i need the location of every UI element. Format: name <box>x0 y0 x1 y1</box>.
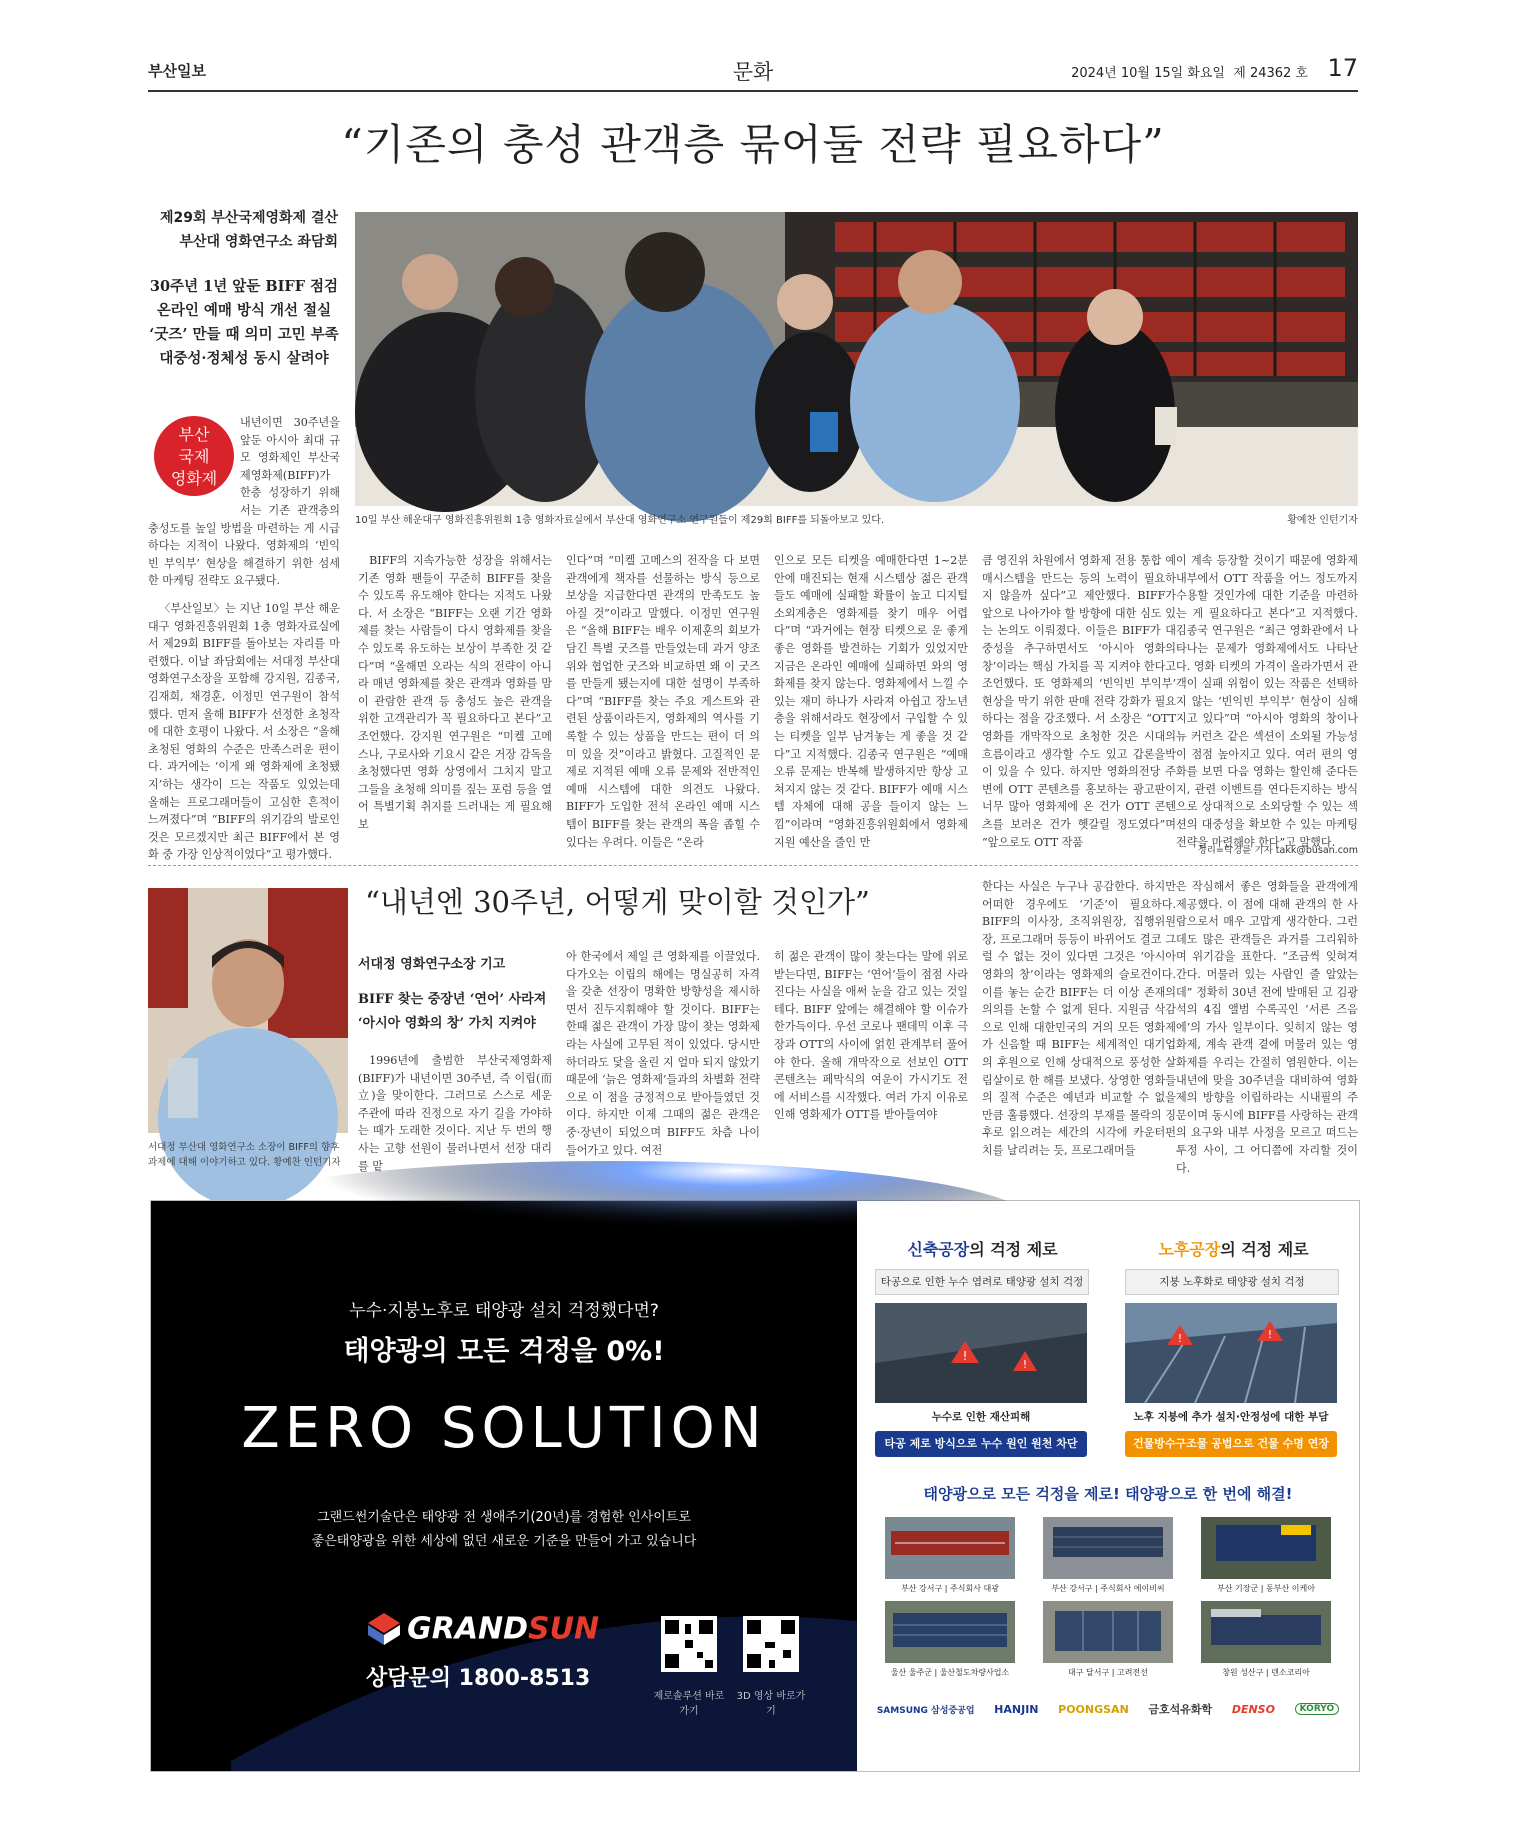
paragraph: 인으로 모든 티켓을 예매한다면 1~2분 안에 매진되는 현재 시스템상 젊은 관객들도 예매에 실패할 확률이 높고 디지털 소외계층은 영화제를 찾기 매우 어렵다”며 “과거에는 현장 티켓으로 운 좋게 좋은 영화를 발견하는 기회가 있었지만 지금은 온라인 예매에 실패하면 와의 영화제를 찾지 않는다. 영화제에서 느낄 수 있는 재미 하나가 사라져 아쉽고 장노년층을 위해서라도 현장에서 구입할 수 있는 티켓을 일부 남겨놓는 게 좋을 것 같다”고 지적했다. 김종국 연구원은 “예매 오류 문제는 반복해 발생하지만 항상 고쳐지지 않는 것 같다. BIFF가 예매 시스템 자체에 대해 공을 들이지 않는 느낌”이라며 “영화진흥위원회에서 영화제 지원 예산을 줄인 만 <box>774 554 968 849</box>
site-caption: 부산 강서구 | 주식회사 대광 <box>901 1584 999 1593</box>
svg-text:!: ! <box>962 1349 968 1363</box>
article1-photo <box>355 212 1358 506</box>
paragraph: 이 계속 등장할 것이기 때문에 영화제 내부에서 OTT 작품을 어느 정도까지 수용할 것인가에 대한 기준을 마련하는 게 필요하다고 본다”고 지적했다. 김종국 연구원은 “최근 영화관에서 나타나는 문제가 영화제에서도 나타난다. 영화 티켓의 가격이 올라가면서 관객이 실패 위험이 있는 작품은 선택하지 않는 ‘빈익빈 부익부’ 현상이 심해지고 있다”며 “아시아 영화의 창이나 뉴 커런츠 같은 섹션이 소외될 가능성이 점점 높아지고 있다. 여러 편의 영화를 보면 다음 영화는 할인해 준다든지, 관련 이벤트를 연다든지하는 방식으로 상대적으로 소외당할 수 있는 섹션의 대중성을 확보한 수 있는 마케팅 전략을 마련해야 한다”고 말했다. <box>1176 554 1358 849</box>
ad-line-2: 태양광의 모든 걱정을 0%! <box>343 1336 665 1367</box>
site-photo-1 <box>885 1517 1015 1579</box>
paragraph: 은 작심해서 좋은 영화들을 관객에게 제공했다. 이 점에 대해 관객의 한 사람으로서 매우 고맙게 생각한다. 그런데도 많은 관객들은 과거를 그리워하며 위기감을 표한다. “조금씩 잊혀져 간다. 머물러 있는 사람인 줄 알았는데” 정확히 30년 전에 발매된 고 김광석의 4집 앨범 수록곡인 ‘서른 즈음에’의 가사 일부이다. 잊히지 않는 영화제, 계속 관객 곁에 머물러 있는 영화제를 우리는 간절히 염원한다. 이는 내년에 맞을 30주년을 대비하여 영화제의 방향을 이립하라는 시내필의 주문이며 동시에 BIFF를 사랑하는 관객의 요구와 내부 사정을 모르고 떠드는 투정 사이, 그 어디쯤에 자리할 것이다. <box>1176 880 1358 1175</box>
ad-zero-solution: ZERO SOLUTION <box>241 1396 767 1461</box>
site-photo-4 <box>885 1601 1015 1663</box>
paragraph: 인다”며 “미켈 고메스의 전작을 다 보면 관객에게 책자를 선물하는 방식 등으로 보상을 지급한다면 관객의 만족도도 높아질 것”이라고 말했다. 이정민 연구원은 “올해 BIFF는 배우 이제훈의 회보가 담긴 특별 굿즈를 만들었는데 과거 양조위와 협업한 굿즈와 비교하면 왜 이 굿즈를 만들게 됐는지에 대한 설명이 부족하다”며 “BIFF를 찾는 주요 게스트와 관련된 상품이라든지, 영화제의 역사를 기록할 수 있는 상품을 만드는 편이 더 의미 있을 것”이라고 밝혔다. 고질적인 문제로 지적된 예매 오류 문제와 전반적인 예매 시스템에 대한 의견도 나왔다. BIFF가 도입한 전석 온라인 예매 시스템이 BIFF를 찾는 관객의 폭을 좁힐 수 있다는 우려다. 이들은 “온라 <box>566 554 760 849</box>
kicker-line: 대중성·정체성 동시 살려야 <box>159 350 329 367</box>
left-solution-pill: 타공 제로 방식으로 누수 원인 원천 차단 <box>875 1431 1087 1457</box>
qr-code-icon[interactable] <box>743 1616 799 1672</box>
subhead-line-2: 부산대 영화연구소 좌담회 <box>179 234 338 250</box>
qr-code-icon[interactable] <box>661 1616 717 1672</box>
paragraph: 〈부산일보〉는 지난 10일 부산 해운대구 영화진흥위원회 1층 영화자료실에서 제29회 BIFF를 돌아보는 자리를 마련했다. 이날 좌담회에는 서대정 부산대 영화연구소장을 포함해 강지원, 김종국, 김재희, 채경훈, 이정민 연구원이 참석했다. 먼저 올해 BIFF가 선정한 초청작에 대한 호평이 나왔다. 서 소장은 “올해 초청된 영화의 수준은 만족스러운 편이다. 과거에는 ‘이게 왜 영화제에 초청됐지’하는 생각이 드는 작품도 있었는데 올해는 프로그래머들이 고심한 흔적이 느껴졌다”며 “BIFF의 위기감의 발로인 것은 모르겠지만 최근 BIFF에서 본 영화 중 가장 인상적이었다”고 평가했다. <box>148 602 340 862</box>
article1-photo-caption: 10일 부산 해운대구 영화진흥위원회 1층 영화자료실에서 부산대 영화연구소 연구원들이 제29회 BIFF를 되돌아보고 있다. <box>355 515 885 526</box>
issue-number: 제 24362 호 <box>1233 66 1308 81</box>
article1-headline: “기존의 충성 관객층 묶어둘 전략 필요하다” <box>341 120 1165 169</box>
ad-line-1: 누수·지붕노후로 태양광 설치 걱정했다면? <box>349 1301 659 1321</box>
article1-subhead <box>148 206 338 254</box>
right-title-rest: 의 걱정 제로 <box>1220 1240 1309 1259</box>
paragraph: 아 한국에서 제일 큰 영화제를 이끌었다. 다가오는 이립의 해에는 명실공히 자격을 갖춘 선장이 명확한 방향성을 제시하면서 진두지휘해야 할 것이다. BIFF는 한때 젊은 관객이 가장 많이 찾는 영화제라는 사실에 고무된 적이 있었다. 당시만 하더라도 닻을 올린 지 얼마 되지 않았기 때문에 ‘늙은 영화제’들과의 차별화 전략으로 이 점을 긍정적으로 받아들였던 것이다. 하지만 이제 그때의 젊은 관객은 중·장년이 되었으며 BIFF도 차츰 나이 들어가고 있다. 여전 <box>566 950 760 1157</box>
qr-pattern <box>661 1616 717 1672</box>
article1-column-5 <box>982 552 1176 857</box>
lead-paragraph: 내년이면 30주년을 앞둔 아시아 최대 규모 영화제인 부산국제영화제(BIFF)가 한층 성장하기 위해서는 기존 관객층의 충성도를 높일 방법을 마련하는 게 시급하다는 지적이 나왔다. 영화제의 ‘빈익빈 부익부’ 현상을 해결하기 위한 섬세한 마케팅 전략도 요구됐다. <box>148 416 340 588</box>
svg-text:!: ! <box>1267 1328 1273 1341</box>
site-photo-5 <box>1043 1601 1173 1663</box>
paragraph: 큼 영진위 차원에서 영화제 전용 통합 예매시스템을 만드는 등의 노력이 필요하지 않을까 싶다”고 제안했다. BIFF가 앞으로 나아가야 할 방향에 대한 심도 있는 논의도 이뤄졌다. 이들은 BIFF가 대중성을 추구하면서도 ‘아시아 영화의 창’이라는 핵심 가치를 꼭 지켜야 한다고 조언했다. 또 영화제의 ‘빈익빈 부익부’ 현상을 막기 위한 판매 전략 강화가 필요하다는 점을 강조했다. 서 소장은 “OTT 영화를 개막작으로 초청한 것은 시대의 흐름이라고 생각할 수도 있고 갑론을박이 있을 수 있다. 하지만 영화의전당 주변에 OTT 콘텐츠를 홍보하는 광고판이 너무 많아 영화제에 온 건가 OTT 콘텐츠를 보러온 건가 헷갈릴 정도였다”며 “앞으로도 OTT 작품 <box>982 554 1176 849</box>
ad-description <box>151 1506 857 1554</box>
left-title-accent: 신축공장 <box>907 1240 970 1259</box>
article1-column-6 <box>1176 552 1358 849</box>
article1-column-3 <box>566 552 760 857</box>
site-photo-6 <box>1201 1601 1331 1663</box>
partner-logo: SAMSUNG 삼성중공업 <box>876 1705 975 1716</box>
svg-text:!: ! <box>1022 1358 1028 1371</box>
svg-text:!: ! <box>1177 1332 1183 1345</box>
partner-logo: POONGSAN <box>1058 1702 1129 1716</box>
kicker-line: 30주년 1년 앞둔 BIFF 점검 <box>149 278 339 295</box>
paragraph: BIFF의 지속가능한 성장을 위해서는 기존 영화 팬들이 꾸준히 BIFF를 찾을 수 있도록 유도해야 한다는 지적도 나왔다. 서 소장은 “BIFF는 오랜 기간 영화제를 찾는 사람들이 다시 영화제를 찾을 수 있도록 유도하는 보상이 부족한 것 같다”며 “올해면 오라는 식의 전략이 아니라 매년 영화제를 찾은 관객과 영화를 맘이 관람한 관객 등 충성도 높은 관객을 위한 고객관리가 꼭 필요하다고 본다”고 조언했다. 강지원 연구원은 “미켈 고메스나, 구로사와 기요시 같은 거장 감독을 초청했다면 영화 상영에서 그치지 말고 그들을 초청해 의미를 짚는 포럼 등을 열어 특별기획 취지를 드러내는 게 필요해 보 <box>358 554 552 831</box>
date: 2024년 10월 15일 화요일 <box>1071 66 1225 81</box>
partner-logos <box>867 1701 1349 1717</box>
partner-logo: 금호석유화학 <box>1148 1703 1213 1716</box>
desc-line: 그랜드썬기술단은 태양광 전 생애주기(20년)를 경험한 인사이트로 <box>317 1510 691 1525</box>
svg-text:국제: 국제 <box>178 447 210 466</box>
stamp-spacer <box>148 414 240 506</box>
site-caption: 부산 기장군 | 동부산 이케아 <box>1217 1584 1315 1593</box>
article1-column-1 <box>148 600 340 862</box>
article1-photo-credit: 황예찬 인턴기자 <box>1287 515 1358 526</box>
article2-photo-caption <box>148 1140 348 1170</box>
left-title <box>857 1237 1108 1260</box>
article2-headline: “내년엔 30주년, 어떻게 맞이할 것인가” <box>365 885 870 919</box>
partner-logo: HANJIN <box>994 1702 1039 1716</box>
partner-logo: KORYO <box>1295 1703 1340 1715</box>
article2-column-3 <box>774 948 968 1173</box>
article2-author: 서대정 영화연구소장 기고 <box>358 957 506 972</box>
paper-name: 부산일보 <box>148 62 206 80</box>
qr-label-1: 제로솔루션 바로가기 <box>653 1691 725 1717</box>
kicker-line: ‘아시아 영화의 창’ 가치 지켜야 <box>358 1016 536 1031</box>
kicker-line: ‘굿즈’ 만들 때 의미 고민 부족 <box>149 326 339 343</box>
article1-kicker <box>148 275 340 371</box>
article2-column-1 <box>358 1052 552 1172</box>
roundtable-photo-illustration <box>355 212 1358 506</box>
article2-column-2 <box>566 948 760 1173</box>
paragraph: 히 젊은 관객이 많이 찾는다는 말에 위로받는다면, BIFF는 ‘연어’들이 점점 사라진다는 사실을 애써 눈을 감고 있는 것일 테다. BIFF 앞에는 해결해야 할 이슈가 한가득이다. 우선 코로나 팬데믹 이후 극장과 OTT의 사이에 얽힌 관계부터 풀어야 한다. 올해 개막작으로 선보인 OTT 콘텐츠는 페막식의 여운이 가시기도 전에 서비스를 시작했다. 여러 가지 이유로 인해 영화제가 OTT를 받아들여야 <box>774 950 968 1122</box>
bottom-title: 태양광으로 모든 걱정을 제로! 태양광으로 한 번에 해결! <box>923 1485 1293 1503</box>
site-caption: 부산 강서구 | 주식회사 에이비씨 <box>1051 1584 1165 1593</box>
svg-text:영화제: 영화제 <box>170 469 218 488</box>
article2-column-5 <box>1176 878 1358 1173</box>
logo-word-sun: SUN <box>528 1611 600 1647</box>
left-title-rest: 의 걱정 제로 <box>969 1240 1058 1259</box>
kicker-line: BIFF 찾는 중장년 ‘연어’ 사라져 <box>358 992 547 1007</box>
qr-label-2: 3D 영상 바로가기 <box>736 1691 806 1717</box>
ad-phone[interactable]: 상담문의 1800-8513 <box>366 1666 591 1691</box>
logo-word-grand: GRAND <box>407 1611 529 1647</box>
right-solution-pill: 건물방수구조물 공법으로 건물 수명 연장(20년) <box>1125 1431 1337 1457</box>
kicker-line: 온라인 예매 방식 개선 절실 <box>156 302 332 319</box>
issue-date <box>1071 62 1308 81</box>
grandsun-logo <box>366 1611 599 1647</box>
site-caption: 대구 달서구 | 고려전선 <box>1068 1668 1148 1677</box>
ad-left-panel <box>151 1201 857 1771</box>
article1-column-2 <box>358 552 552 857</box>
advertisement[interactable] <box>150 1200 1360 1772</box>
caption-credit: 황예찬 인턴기자 <box>273 1157 341 1168</box>
paragraph: 한다는 사실은 누구나 공감한다. 하지만 어떠한 경우에도 ‘기준’이 필요하다. BIFF의 이사장, 조직위원장, 집행위원장, 프로그래머 등등이 바뀌어도 결코 그럴 수 없는 것이 있다면 그것은 ‘아시아 영화의 창’이라는 영화제의 슬로건이다. 이를 놓는 순간 BIFF는 더 이상 존재의 의의를 논할 수 없게 된다. 지원금 삭감으로 인해 대한민국의 거의 모든 영화제가 신음할 때 BIFF는 세계적인 대기업의 후원으로 인해 상대적으로 풍성한 살림살이로 한 해를 보냈다. 상영한 영화들의 질적 수준은 예년과 비교할 수 없을 만큼 훌륭했다. 선장의 부재를 몰락의 징후로 읽으려는 세간의 시각에 카운터펀치를 날리려는 듯, 프로그래머들 <box>982 880 1176 1157</box>
section-divider <box>148 865 1358 866</box>
grandsun-logo-icon <box>366 1611 402 1647</box>
page-header <box>148 54 1358 92</box>
old-roof-image <box>1125 1303 1337 1403</box>
site-photo-2 <box>1043 1517 1173 1579</box>
article2-photo <box>148 888 348 1133</box>
site-photo-3 <box>1201 1517 1331 1579</box>
right-concern-box: 지붕 노후화로 태양광 설치 걱정 <box>1125 1269 1339 1295</box>
ad-right-panel <box>857 1201 1359 1771</box>
page-number: 17 <box>1327 54 1358 82</box>
subhead-line-1: 제29회 부산국제영화제 결산 <box>160 210 338 226</box>
right-title-accent: 노후공장 <box>1158 1240 1221 1259</box>
article1-column-4 <box>774 552 968 857</box>
partner-logo: DENSO <box>1231 1702 1275 1716</box>
article2-column-4 <box>982 878 1176 1173</box>
caption-text: 서대정 부산대 영화연구소 소장이 BIFF의 향후 과제에 대해 이야기하고 있다. <box>148 1142 340 1168</box>
desc-line: 좋은태양광을 위한 세상에 없던 새로운 기준을 만들어 가고 있습니다 <box>311 1534 697 1549</box>
article1-lead <box>148 414 340 590</box>
leak-damage-image <box>875 1303 1087 1403</box>
article1-byline: 정리=탁경륜 기자 takk@busan.com <box>1197 845 1358 856</box>
author-portrait-illustration <box>148 888 348 1133</box>
site-caption: 창원 성산구 | 덴소코리아 <box>1222 1668 1310 1677</box>
article2-kicker <box>358 988 546 1036</box>
svg-text:부산: 부산 <box>178 425 210 444</box>
section-name: 문화 <box>732 60 774 84</box>
left-concern-box: 타공으로 인한 누수 염려로 태양광 설치 걱정 <box>875 1269 1089 1295</box>
right-title <box>1108 1237 1359 1260</box>
paragraph: 1996년에 출범한 부산국제영화제(BIFF)가 내년이면 30주년, 즉 이립(而立)을 맞이한다. 그러므로 스스로 세운 주관에 따라 진정으로 자기 길을 가야하는 때가 도래한 것이다. 지난 두 번의 행사는 고향 선원이 물러나면서 선장 대리를 맡 <box>358 1054 552 1173</box>
left-image-caption: 누수로 인한 재산피해 <box>931 1411 1031 1423</box>
qr-pattern <box>743 1616 799 1672</box>
site-caption: 울산 울주군 | 울산철도차량사업소 <box>890 1668 1010 1677</box>
right-image-caption: 노후 지붕에 추가 설치·안정성에 대한 부담 <box>1133 1411 1329 1423</box>
